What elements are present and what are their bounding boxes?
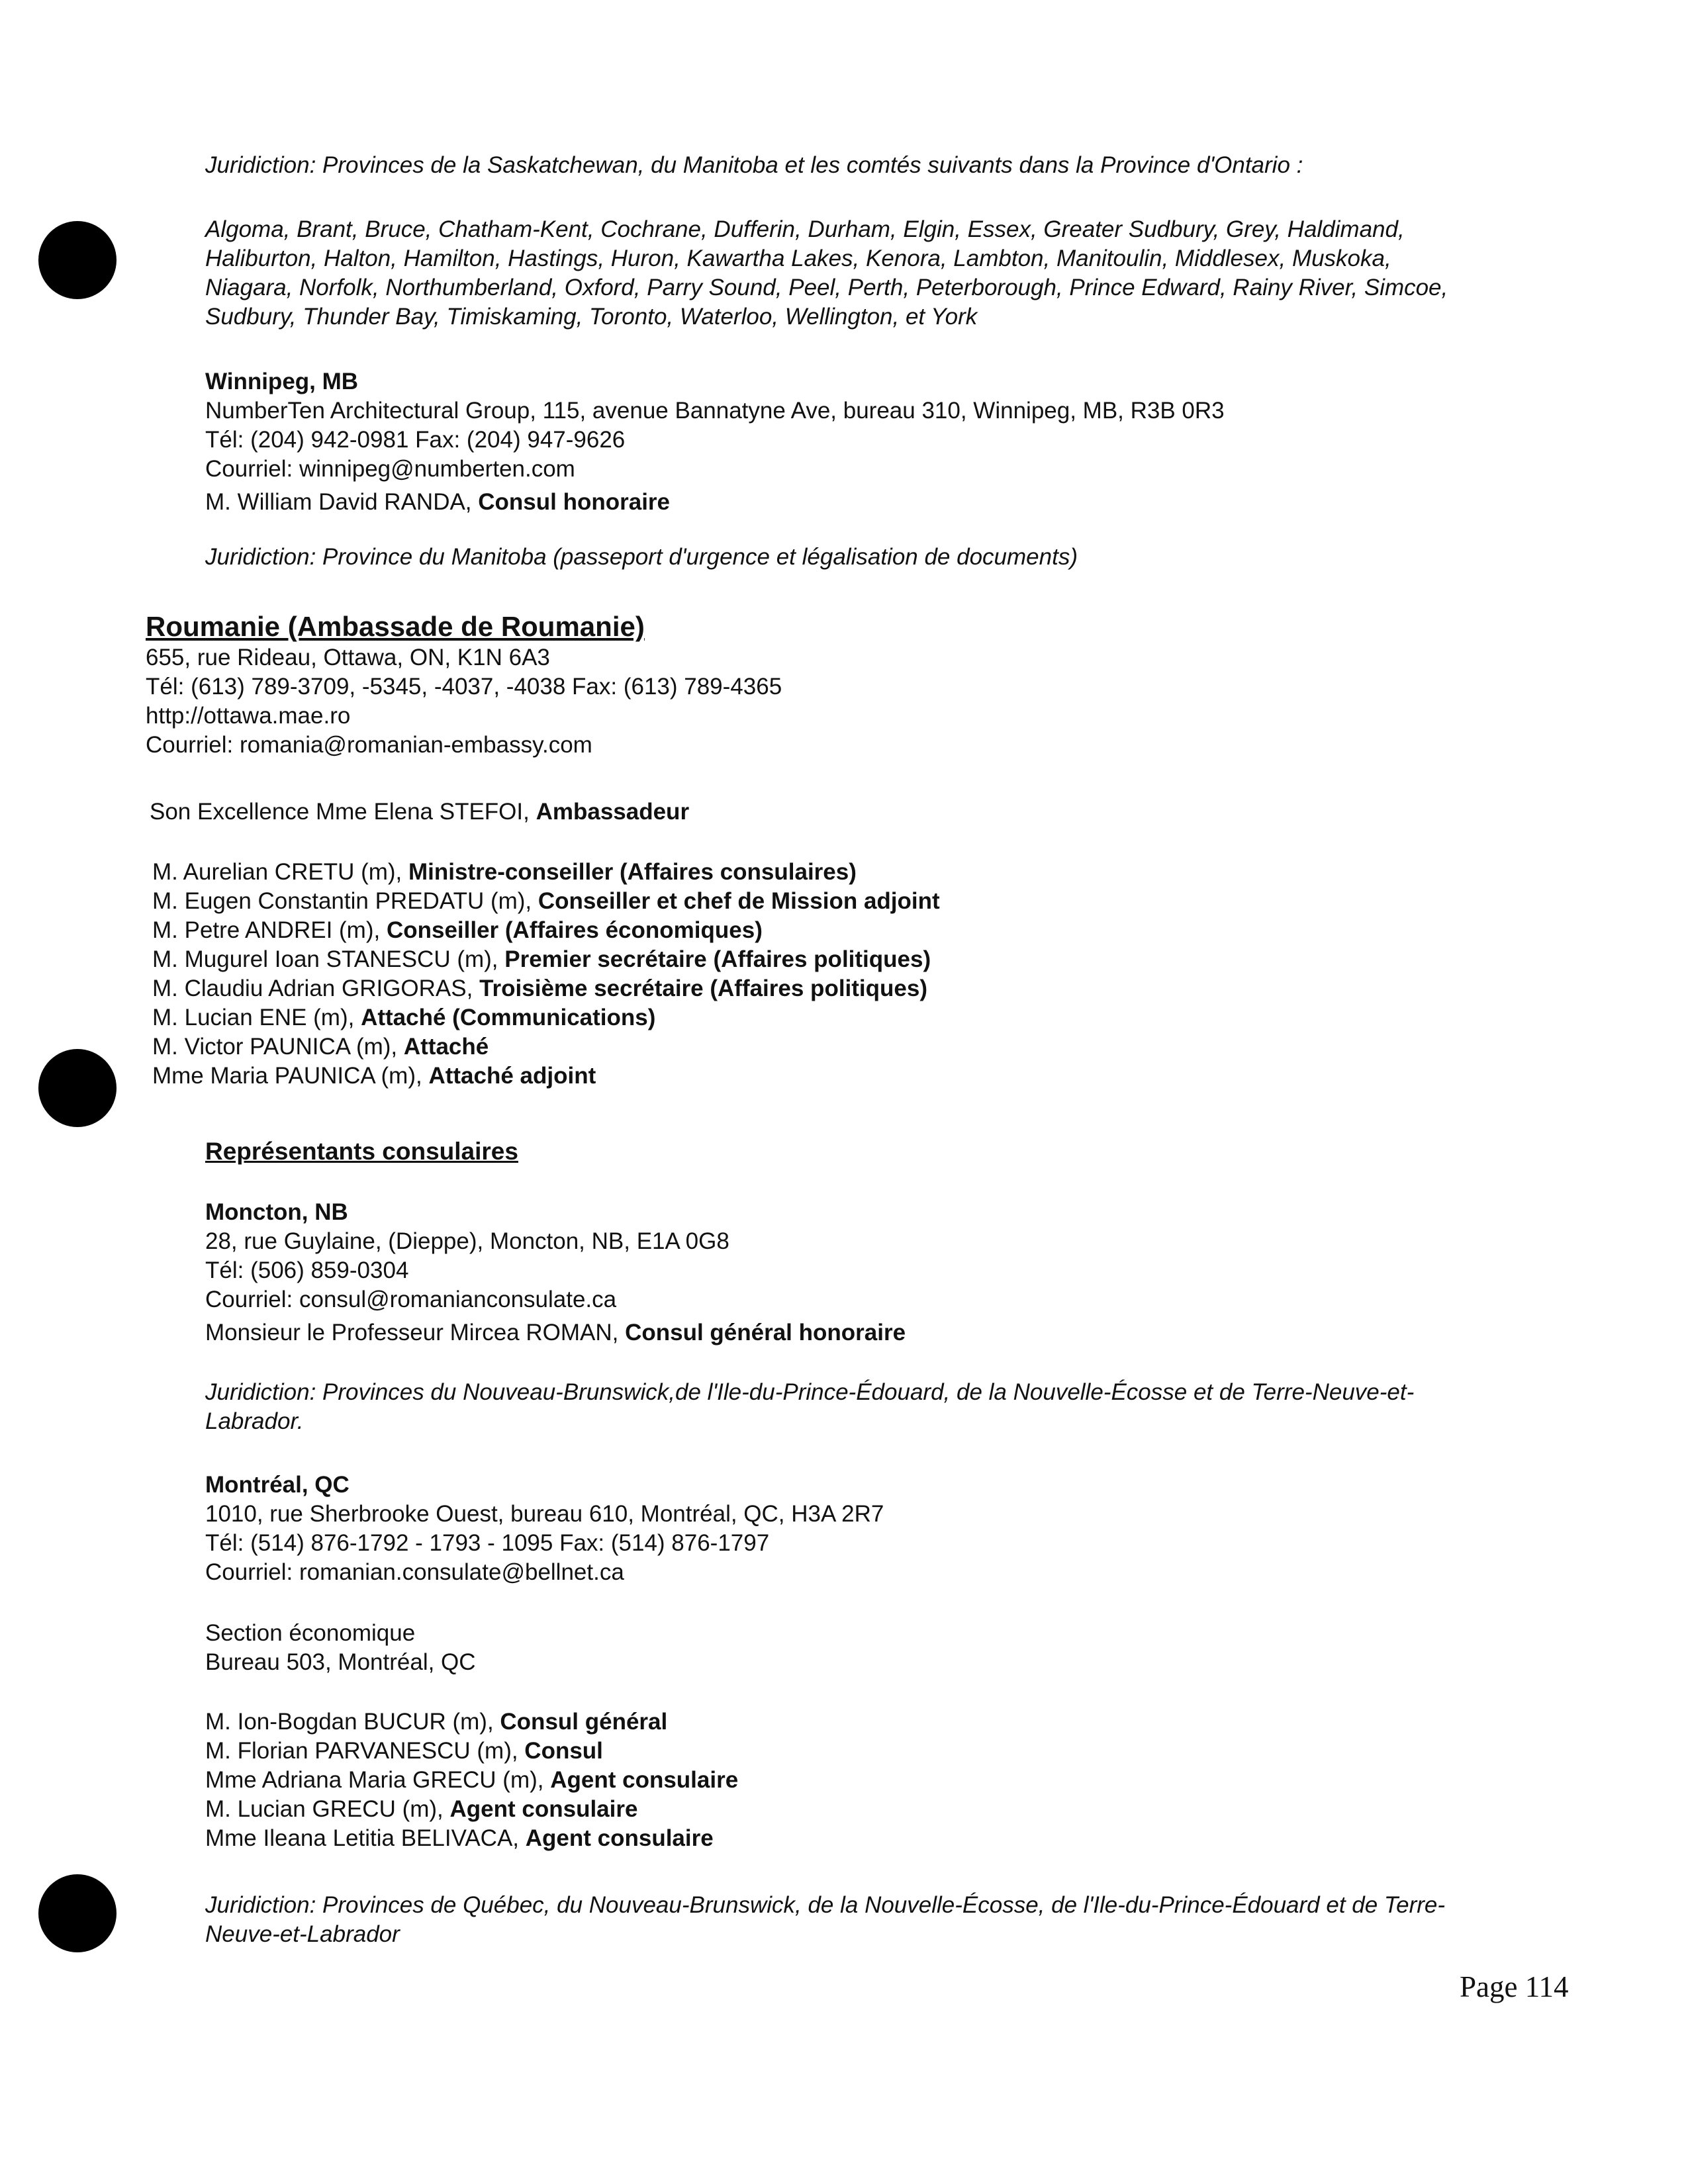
montreal-staff-list <box>205 1707 1595 1853</box>
page-number: Page 114 <box>1460 1970 1569 2003</box>
person-role: Agent consulaire <box>449 1796 638 1822</box>
person-name: M. Aurelian CRETU (m), <box>152 859 408 885</box>
staff-row <box>152 974 940 1003</box>
embassy-email: Courriel: romania@romanian-embassy.com <box>146 732 592 758</box>
person-role: Ministre-conseiller (Affaires consulaires) <box>408 859 857 885</box>
person-role: Attaché adjoint <box>428 1063 596 1089</box>
embassy-tel: Tél: (613) 789-3709, -5345, -4037, -4038 Fax: (613) 789-4365 <box>146 674 782 700</box>
staff-row <box>152 887 940 916</box>
punch-hole-middle <box>38 1049 117 1127</box>
person-name: M. Eugen Constantin PREDATU (m), <box>152 888 538 914</box>
moncton-juridiction <box>205 1378 1595 1436</box>
person-name: M. Mugurel Ioan STANESCU (m), <box>152 946 505 972</box>
staff-row <box>152 1062 940 1091</box>
consular-heading: Représentants consulaires <box>205 1138 518 1165</box>
winnipeg-city: Winnipeg, MB <box>205 369 359 394</box>
montreal-address: 1010, rue Sherbrooke Ouest, bureau 610, Montréal, QC, H3A 2R7 <box>205 1501 884 1527</box>
person-name: M. William David RANDA, <box>205 489 479 515</box>
staff-row <box>205 1707 1595 1737</box>
person-role: Consul général honoraire <box>625 1320 906 1345</box>
ambassador-row <box>150 797 689 827</box>
montreal-juridiction <box>205 1891 1595 1949</box>
winnipeg-person-row <box>205 488 1595 517</box>
person-role: Conseiller (Affaires économiques) <box>386 917 763 943</box>
person-role: Consul honoraire <box>478 489 671 515</box>
montreal-email: Courriel: romanian.consulate@bellnet.ca <box>205 1559 624 1585</box>
person-name: M. Lucian ENE (m), <box>152 1005 361 1030</box>
person-role: Consul <box>524 1738 603 1764</box>
winnipeg-tel: Tél: (204) 942-0981 Fax: (204) 947-9626 <box>205 427 626 453</box>
montreal-tel: Tél: (514) 876-1792 - 1793 - 1095 Fax: (514) 876-1797 <box>205 1530 770 1556</box>
person-role: Troisième secrétaire (Affaires politiques) <box>479 976 927 1001</box>
person-role: Agent consulaire <box>525 1825 714 1851</box>
person-name: M. Florian PARVANESCU (m), <box>205 1738 525 1764</box>
person-name: Monsieur le Professeur Mircea ROMAN, <box>205 1320 626 1345</box>
person-name: M. Victor PAUNICA (m), <box>152 1034 404 1060</box>
person-role: Conseiller et chef de Mission adjoint <box>538 888 940 914</box>
person-name: M. Claudiu Adrian GRIGORAS, <box>152 976 480 1001</box>
moncton-block <box>205 1198 1595 1347</box>
juridiction-line: Neuve-et-Labrador <box>205 1921 400 1947</box>
juridiction-line: Juridiction: Provinces du Nouveau-Brunswick,de l'Ile-du-Prince-Édouard, de la Nouvelle-Écosse et de Terre-Neuve-et- <box>205 1379 1415 1405</box>
counties-line: Haliburton, Halton, Hamilton, Hastings, Huron, Kawartha Lakes, Kenora, Lambton, Manitoulin, Middlesex, Muskoka, <box>205 246 1391 271</box>
person-name: M. Petre ANDREI (m), <box>152 917 387 943</box>
person-name: Son Excellence Mme Elena STEFOI, <box>150 799 536 825</box>
embassy-address: 655, rue Rideau, Ottawa, ON, K1N 6A3 <box>146 645 550 670</box>
person-name: M. Ion-Bogdan BUCUR (m), <box>205 1709 500 1735</box>
country-heading: Roumanie (Ambassade de Roumanie) <box>146 611 645 642</box>
person-role: Premier secrétaire (Affaires politiques) <box>504 946 931 972</box>
winnipeg-address: NumberTen Architectural Group, 115, avenue Bannatyne Ave, bureau 310, Winnipeg, MB, R3B 0R3 <box>205 398 1225 424</box>
person-role: Ambassadeur <box>536 799 690 825</box>
staff-row <box>152 916 940 945</box>
staff-row <box>152 858 940 887</box>
staff-row <box>152 1003 940 1032</box>
staff-row <box>205 1766 1595 1795</box>
person-role: Attaché <box>403 1034 489 1060</box>
montreal-block <box>205 1471 1595 1587</box>
counties-line: Algoma, Brant, Bruce, Chatham-Kent, Cochrane, Dufferin, Durham, Elgin, Essex, Greater Sudbury, Grey, Haldimand, <box>205 216 1405 242</box>
person-role: Attaché (Communications) <box>361 1005 656 1030</box>
embassy-website: http://ottawa.mae.ro <box>146 703 351 729</box>
winnipeg-email: Courriel: winnipeg@numberten.com <box>205 456 575 482</box>
person-role: Agent consulaire <box>550 1767 739 1793</box>
person-name: M. Lucian GRECU (m), <box>205 1796 450 1822</box>
section-title: Section économique <box>205 1620 416 1646</box>
staff-row <box>152 1032 940 1062</box>
economic-section <box>205 1619 1595 1677</box>
person-name: Mme Ileana Letitia BELIVACA, <box>205 1825 526 1851</box>
winnipeg-juridiction: Juridiction: Province du Manitoba (passeport d'urgence et légalisation de documents) <box>205 544 1078 570</box>
juridiction-line: Labrador. <box>205 1408 304 1434</box>
staff-row <box>205 1737 1595 1766</box>
counties-line: Niagara, Norfolk, Northumberland, Oxford, Parry Sound, Peel, Perth, Peterborough, Prince Edward, Rainy River, Simcoe, <box>205 275 1448 300</box>
person-role: Consul général <box>500 1709 668 1735</box>
person-name: Mme Maria PAUNICA (m), <box>152 1063 429 1089</box>
moncton-email: Courriel: consul@romanianconsulate.ca <box>205 1287 617 1312</box>
montreal-city: Montréal, QC <box>205 1472 350 1498</box>
juridiction-intro: Juridiction: Provinces de la Saskatchewan, du Manitoba et les comtés suivants dans la Province d'Ontario : <box>205 152 1303 178</box>
staff-row <box>205 1824 1595 1853</box>
romania-embassy-block <box>146 610 1595 760</box>
staff-row <box>205 1795 1595 1824</box>
juridiction-line: Juridiction: Provinces de Québec, du Nouveau-Brunswick, de la Nouvelle-Écosse, de l'Ile-du-Prince-Édouard et de Terre- <box>205 1892 1445 1918</box>
punch-hole-bottom <box>38 1874 117 1952</box>
staff-row <box>152 945 940 974</box>
counties-line: Sudbury, Thunder Bay, Timiskaming, Toronto, Waterloo, Wellington, et York <box>205 304 978 330</box>
punch-hole-top <box>38 221 117 299</box>
embassy-staff-list <box>152 858 940 1091</box>
moncton-person-row <box>205 1318 1595 1347</box>
moncton-address: 28, rue Guylaine, (Dieppe), Moncton, NB, E1A 0G8 <box>205 1228 729 1254</box>
moncton-tel: Tél: (506) 859-0304 <box>205 1257 409 1283</box>
winnipeg-block <box>205 367 1595 517</box>
moncton-city: Moncton, NB <box>205 1199 348 1225</box>
person-name: Mme Adriana Maria GRECU (m), <box>205 1767 551 1793</box>
counties-list <box>205 215 1595 332</box>
section-office: Bureau 503, Montréal, QC <box>205 1649 476 1675</box>
